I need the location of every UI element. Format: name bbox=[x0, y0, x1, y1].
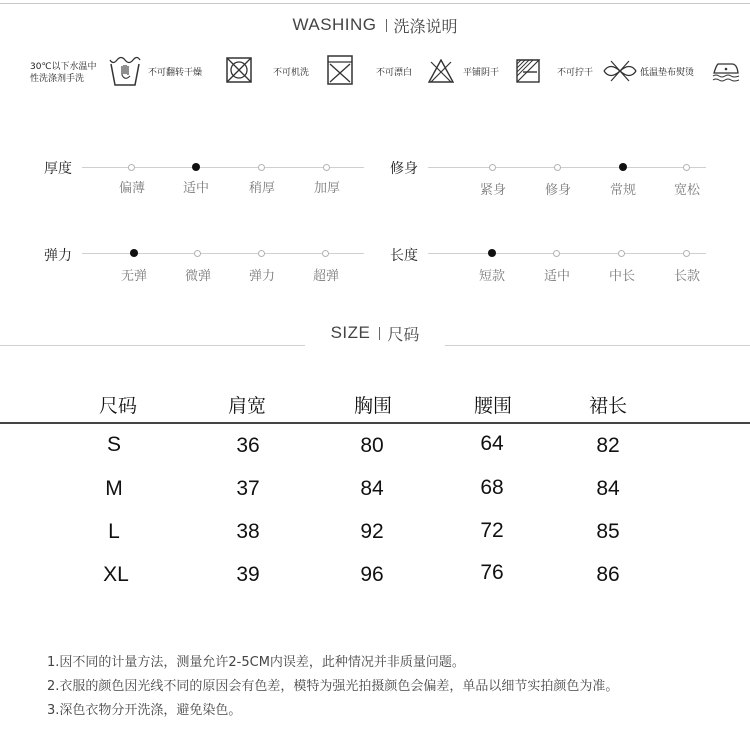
attr-stretch-dot-2 bbox=[194, 250, 201, 257]
attr-thickness-dot-1 bbox=[128, 164, 135, 171]
col-size: 尺码 bbox=[98, 395, 137, 417]
size-header-cn: 尺码 bbox=[387, 324, 420, 344]
wash-30-icon bbox=[108, 56, 142, 88]
attr-thickness-opt-4: 加厚 bbox=[313, 181, 340, 196]
no-tumble-dry-icon bbox=[226, 57, 252, 83]
table-cell-size: S bbox=[106, 433, 121, 456]
care-wash-text bbox=[30, 61, 97, 85]
attr-length-opt-2: 适中 bbox=[543, 269, 570, 284]
attr-length-opt-3: 中长 bbox=[608, 269, 635, 284]
col-shoulder: 肩宽 bbox=[227, 395, 266, 417]
attr-stretch-dot-4 bbox=[322, 250, 329, 257]
table-cell: 96 bbox=[360, 563, 384, 586]
note-3: 3.深色衣物分开洗涤，避免染色。 bbox=[47, 703, 242, 718]
table-cell-size: XL bbox=[103, 563, 129, 586]
table-cell: 68 bbox=[480, 476, 504, 499]
care-flat-dry-text: 平铺阴干 bbox=[463, 68, 500, 78]
attr-thickness-label: 厚度 bbox=[44, 161, 72, 177]
table-cell: 92 bbox=[360, 520, 384, 543]
attr-fit-opt-2: 修身 bbox=[544, 183, 571, 198]
flat-dry-shade-icon bbox=[513, 57, 541, 85]
attr-length-opt-4: 长款 bbox=[673, 269, 700, 284]
attr-length-dot-1-selected bbox=[488, 249, 496, 257]
attr-fit-dot-4 bbox=[683, 164, 690, 171]
table-cell: 84 bbox=[596, 477, 620, 500]
care-no-bleach-text: 不可漂白 bbox=[376, 68, 413, 78]
attr-thickness-opt-1: 偏薄 bbox=[118, 181, 145, 196]
care-wash-line-1: 30℃以下水温中 bbox=[30, 62, 97, 72]
no-machine-wash-icon bbox=[327, 55, 353, 85]
washing-header bbox=[0, 10, 750, 40]
header-divider bbox=[386, 19, 387, 32]
table-cell: 36 bbox=[236, 434, 260, 457]
note-2: 2.衣服的颜色因光线不同的原因会有色差，模特为强光拍摄颜色会偏差，单品以细节实拍颜色为准。 bbox=[47, 679, 619, 694]
attr-length-opt-1: 短款 bbox=[478, 269, 505, 284]
table-cell-size: L bbox=[108, 520, 120, 543]
attr-fit-opt-3: 常规 bbox=[609, 183, 636, 198]
attr-thickness-dot-3 bbox=[258, 164, 265, 171]
size-header bbox=[0, 318, 750, 348]
attr-length-dot-3 bbox=[618, 250, 625, 257]
table-cell: 85 bbox=[596, 520, 620, 543]
table-cell: 82 bbox=[596, 434, 620, 457]
table-cell: 37 bbox=[236, 477, 260, 500]
attr-thickness-opt-2: 适中 bbox=[182, 181, 209, 196]
col-waist: 腰围 bbox=[473, 395, 512, 417]
table-cell: 64 bbox=[480, 432, 504, 455]
care-no-wring-text: 不可拧干 bbox=[557, 68, 594, 78]
table-cell: 38 bbox=[236, 520, 260, 543]
care-no-machine-text: 不可机洗 bbox=[273, 68, 310, 78]
attr-stretch-label: 弹力 bbox=[44, 248, 72, 264]
attr-fit-scale bbox=[428, 167, 706, 168]
size-header-en: SIZE bbox=[330, 323, 371, 342]
attr-stretch-opt-3: 弹力 bbox=[248, 269, 275, 284]
attr-fit-label: 修身 bbox=[390, 161, 418, 177]
attr-thickness-scale bbox=[82, 167, 364, 168]
care-no-tumble-text: 不可翻转干燥 bbox=[148, 68, 203, 78]
attr-fit-dot-1 bbox=[489, 164, 496, 171]
attr-length-scale bbox=[428, 253, 706, 254]
attr-stretch-dot-3 bbox=[258, 250, 265, 257]
attr-stretch-dot-1-selected bbox=[130, 249, 138, 257]
low-iron-icon bbox=[712, 60, 740, 82]
table-cell-size: M bbox=[105, 477, 123, 500]
note-1: 1.因不同的计量方法，测量允许2-5CM内误差，此种情况并非质量问题。 bbox=[47, 655, 465, 670]
no-wring-icon bbox=[602, 60, 638, 82]
washing-header-en: WASHING bbox=[292, 15, 377, 34]
col-skirt-length: 裙长 bbox=[588, 395, 627, 417]
care-wash-line-2: 性洗涤剂手洗 bbox=[30, 74, 85, 84]
table-header-rule bbox=[0, 422, 750, 424]
attr-thickness-opt-3: 稍厚 bbox=[248, 181, 275, 196]
attr-length-dot-2 bbox=[553, 250, 560, 257]
attr-fit-dot-3-selected bbox=[619, 163, 627, 171]
care-low-iron-text: 低温垫布熨烫 bbox=[640, 68, 695, 78]
top-rule bbox=[0, 3, 750, 4]
attr-length-label: 长度 bbox=[390, 248, 418, 264]
table-cell: 72 bbox=[480, 519, 504, 542]
table-cell: 84 bbox=[360, 477, 384, 500]
attr-length-dot-4 bbox=[683, 250, 690, 257]
attr-stretch-opt-1: 无弹 bbox=[120, 269, 147, 284]
attr-fit-opt-1: 紧身 bbox=[479, 183, 506, 198]
attr-fit-opt-4: 宽松 bbox=[673, 183, 700, 198]
attr-fit-dot-2 bbox=[554, 164, 561, 171]
attr-stretch-opt-2: 微弹 bbox=[184, 269, 211, 284]
table-cell: 76 bbox=[480, 561, 504, 584]
size-header-divider bbox=[379, 327, 380, 340]
attr-stretch-opt-4: 超弹 bbox=[312, 269, 339, 284]
attr-thickness-dot-2-selected bbox=[192, 163, 200, 171]
washing-header-cn: 洗涤说明 bbox=[393, 16, 458, 36]
col-bust: 胸围 bbox=[353, 395, 392, 417]
no-bleach-icon bbox=[428, 59, 454, 83]
attr-thickness-dot-4 bbox=[323, 164, 330, 171]
table-cell: 39 bbox=[236, 563, 260, 586]
table-cell: 80 bbox=[360, 434, 384, 457]
table-cell: 86 bbox=[596, 563, 620, 586]
